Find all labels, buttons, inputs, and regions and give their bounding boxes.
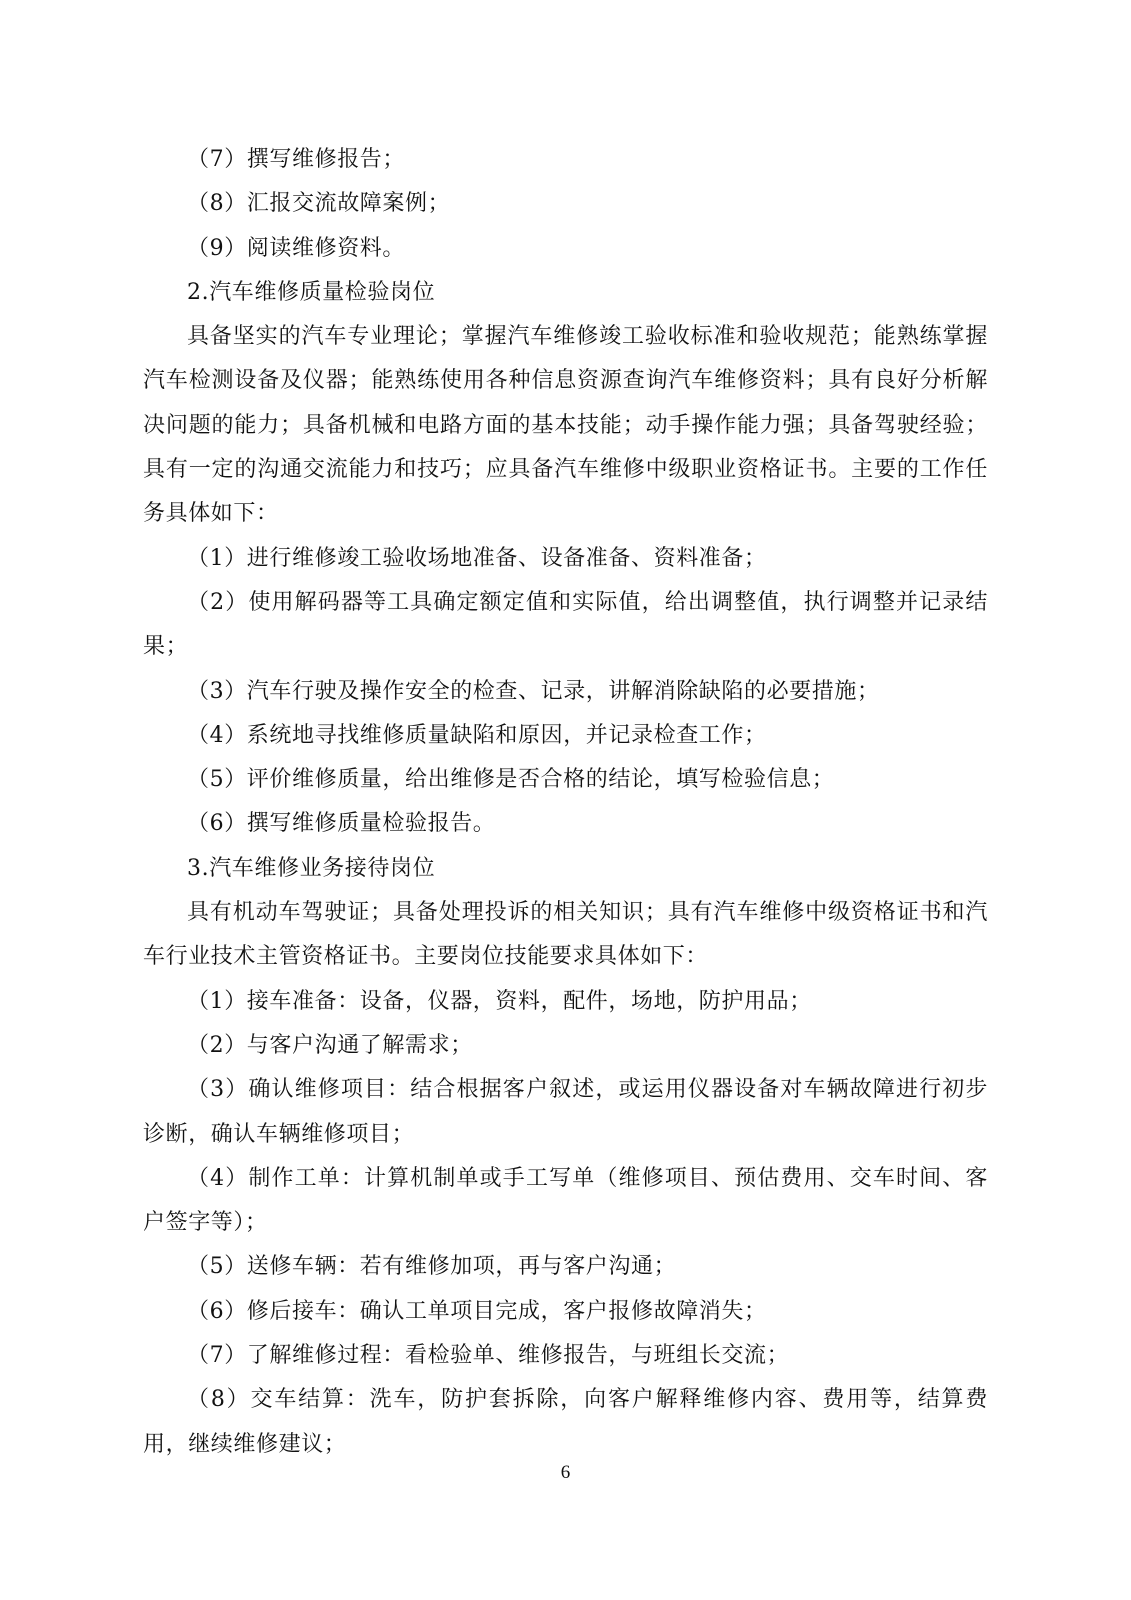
list-item: （2）使用解码器等工具确定额定值和实际值，给出调整值，执行调整并记录结果；: [143, 589, 988, 660]
list-item: （3）确认维修项目：结合根据客户叙述，或运用仪器设备对车辆故障进行初步诊断，确认车辆维修项目；: [143, 1077, 988, 1147]
list-item: （5）评价维修质量，给出维修是否合格的结论，填写检验信息；: [187, 767, 835, 793]
list-item: （1）接车准备：设备，仪器，资料，配件，场地，防护用品；: [187, 988, 812, 1014]
body-text: [143, 138, 988, 1467]
page-number: 6: [560, 1462, 571, 1483]
list-item: （8）交车结算：洗车，防护套拆除，向客户解释维修内容、费用等，结算费用，继续维修建议；: [143, 1387, 988, 1457]
section-heading: 2.汽车维修质量检验岗位: [187, 279, 436, 305]
list-item: （5）送修车辆：若有维修加项，再与客户沟通；: [187, 1254, 677, 1280]
list-item: （7）撰写维修报告；: [187, 147, 405, 172]
paragraph: 具备坚实的汽车专业理论；掌握汽车维修竣工验收标准和验收规范；能熟练掌握汽车检测设备及仪器；能熟练使用各种信息资源查询汽车维修资料；具有良好分析解决问题的能力；具备机械和电路方面的基本技能；动手操作能力强；具备驾驶经验；具有一定的沟通交流能力和技巧；应具备汽车维修中级职业资格证书。主要的工作任务具体如下：: [143, 324, 988, 527]
list-item: （9）阅读维修资料。: [187, 235, 405, 261]
paragraph: 具有机动车驾驶证；具备处理投诉的相关知识；具有汽车维修中级资格证书和汽车行业技术主管资格证书。主要岗位技能要求具体如下：: [143, 900, 988, 970]
list-item: （7）了解维修过程：看检验单、维修报告，与班组长交流；: [187, 1343, 790, 1369]
list-item: （6）撰写维修质量检验报告。: [187, 811, 496, 837]
section-heading: 3.汽车维修业务接待岗位: [187, 855, 436, 881]
list-item: （2）与客户沟通了解需求；: [187, 1032, 473, 1058]
list-item: （1）进行维修竣工验收场地准备、设备准备、资料准备；: [187, 545, 767, 571]
list-item: （6）修后接车：确认工单项目完成，客户报修故障消失；: [187, 1298, 767, 1324]
list-item: （4）系统地寻找维修质量缺陷和原因，并记录检查工作；: [187, 722, 767, 748]
list-item: （4）制作工单：计算机制单或手工写单（维修项目、预估费用、交车时间、客户签字等）；: [143, 1165, 988, 1236]
list-item: （3）汽车行驶及操作安全的检查、记录，讲解消除缺陷的必要措施；: [187, 678, 880, 704]
list-item: （8）汇报交流故障案例；: [187, 191, 451, 217]
